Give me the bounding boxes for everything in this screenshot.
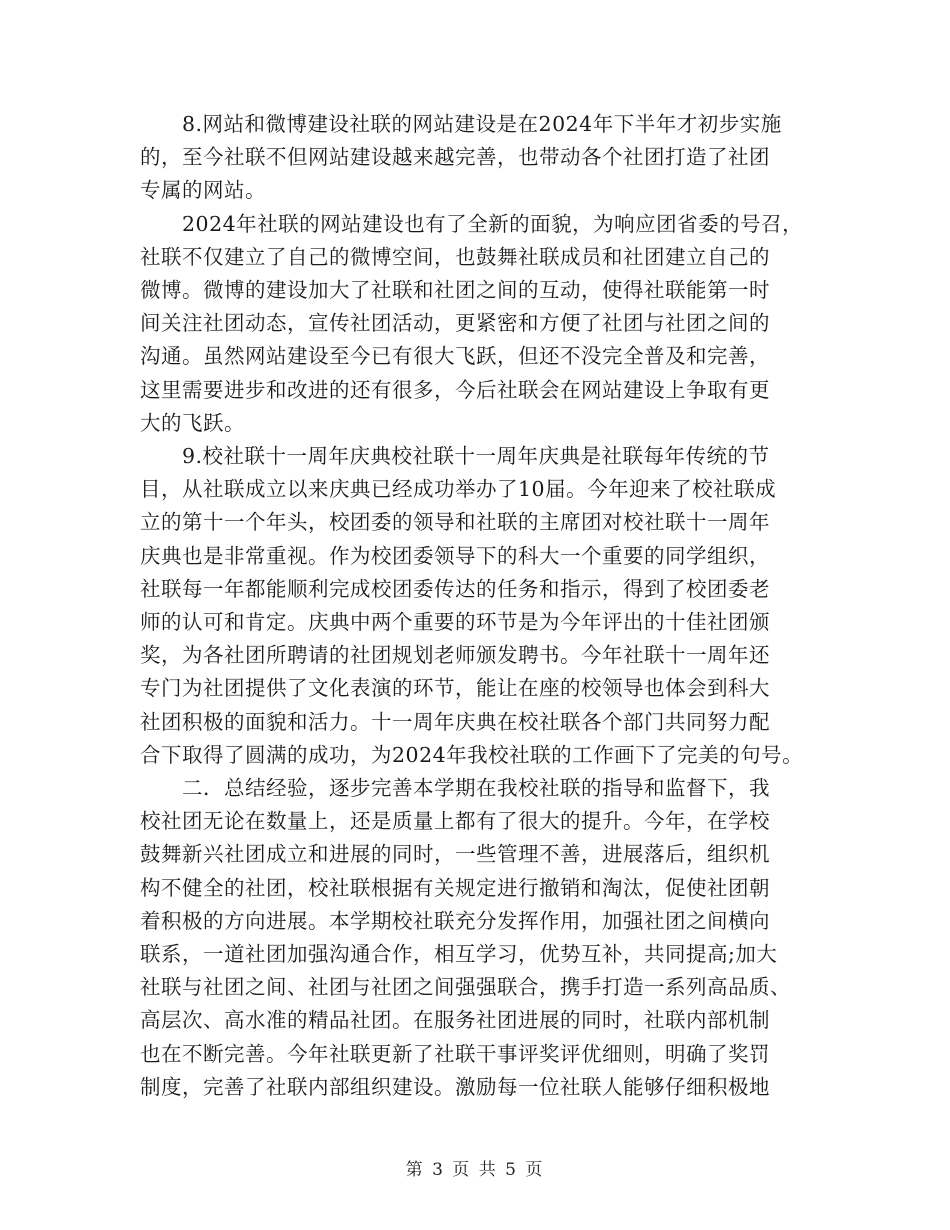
text-line: 奖，为各社团所聘请的社团规划老师颁发聘书。今年社联十一周年还 bbox=[140, 643, 770, 668]
text-line: 师的认可和肯定。庆典中两个重要的环节是为今年评出的十佳社团颁 bbox=[140, 610, 770, 635]
text-line: 合下取得了圆满的成功，为2024年我校社联的工作画下了完美的句号。 bbox=[140, 742, 804, 767]
text-line: 这里需要进步和改进的还有很多，今后社联会在网站建设上争取有更 bbox=[140, 377, 770, 402]
paragraph-summary-experience bbox=[140, 772, 812, 1104]
paragraph-anniversary bbox=[140, 440, 812, 772]
text-line: 也在不断完善。今年社联更新了社联干事评奖评优细则，明确了奖罚 bbox=[140, 1041, 770, 1066]
text-line: 着积极的方向进展。本学期校社联充分发挥作用，加强社团之间横向 bbox=[140, 908, 770, 933]
text-line: 高层次、高水准的精品社团。在服务社团进展的同时，社联内部机制 bbox=[140, 1008, 770, 1033]
text-line: 专门为社团提供了文化表演的环节，能让在座的校领导也体会到科大 bbox=[140, 676, 770, 701]
text-line: 社团积极的面貌和活力。十一周年庆典在校社联各个部门共同努力配 bbox=[140, 709, 770, 734]
text-line: 9.校社联十一周年庆典校社联十一周年庆典是社联每年传统的节 bbox=[182, 444, 770, 469]
text-line: 构不健全的社团，校社联根据有关规定进行撤销和淘汰，促使社团朝 bbox=[140, 875, 770, 900]
text-line: 的，至今社联不但网站建设越来越完善，也带动各个社团打造了社团 bbox=[140, 145, 770, 170]
text-line: 社联与社团之间、社团与社团之间强强联合，携手打造一系列高品质、 bbox=[140, 975, 791, 1000]
text-line: 间关注社团动态，宣传社团活动，更紧密和方便了社团与社团之间的 bbox=[140, 311, 770, 336]
paragraph-website-weibo bbox=[140, 108, 812, 208]
text-line: 校社团无论在数量上，还是质量上都有了很大的提升。今年，在学校 bbox=[140, 809, 770, 834]
text-line: 8.网站和微博建设社联的网站建设是在2024年下半年才初步实施 bbox=[182, 112, 782, 136]
text-line: 立的第十一个年头，校团委的领导和社联的主席团对校社联十一周年 bbox=[140, 510, 770, 535]
text-line: 沟通。虽然网站建设至今已有很大飞跃，但还不没完全普及和完善， bbox=[140, 344, 770, 369]
text-line: 二．总结经验，逐步完善本学期在我校社联的指导和监督下，我 bbox=[182, 776, 770, 801]
text-line: 鼓舞新兴社团成立和进展的同时，一些管理不善，进展落后，组织机 bbox=[140, 842, 770, 867]
text-line: 专属的网站。 bbox=[140, 178, 266, 203]
text-line: 2024年社联的网站建设也有了全新的面貌，为响应团省委的号召， bbox=[182, 211, 804, 236]
text-line: 联系，一道社团加强沟通合作，相互学习，优势互补，共同提高;加大 bbox=[140, 942, 778, 967]
document-body bbox=[140, 108, 812, 1104]
paragraph-website-2024 bbox=[140, 208, 812, 440]
text-line: 社联不仅建立了自己的微博空间，也鼓舞社联成员和社团建立自己的 bbox=[140, 244, 770, 269]
text-line: 制度，完善了社联内部组织建设。激励每一位社联人能够仔细积极地 bbox=[140, 1074, 770, 1099]
text-line: 微博。微博的建设加大了社联和社团之间的互动，使得社联能第一时 bbox=[140, 278, 770, 303]
text-line: 目，从社联成立以来庆典已经成功举办了10届。今年迎来了校社联成 bbox=[140, 477, 777, 502]
text-line: 社联每一年都能顺利完成校团委传达的任务和指示，得到了校团委老 bbox=[140, 576, 770, 601]
page-number-footer: 第 3 页 共 5 页 bbox=[405, 1160, 545, 1180]
text-line: 庆典也是非常重视。作为校团委领导下的科大一个重要的同学组织， bbox=[140, 543, 770, 568]
text-line: 大的飞跃。 bbox=[140, 410, 245, 435]
